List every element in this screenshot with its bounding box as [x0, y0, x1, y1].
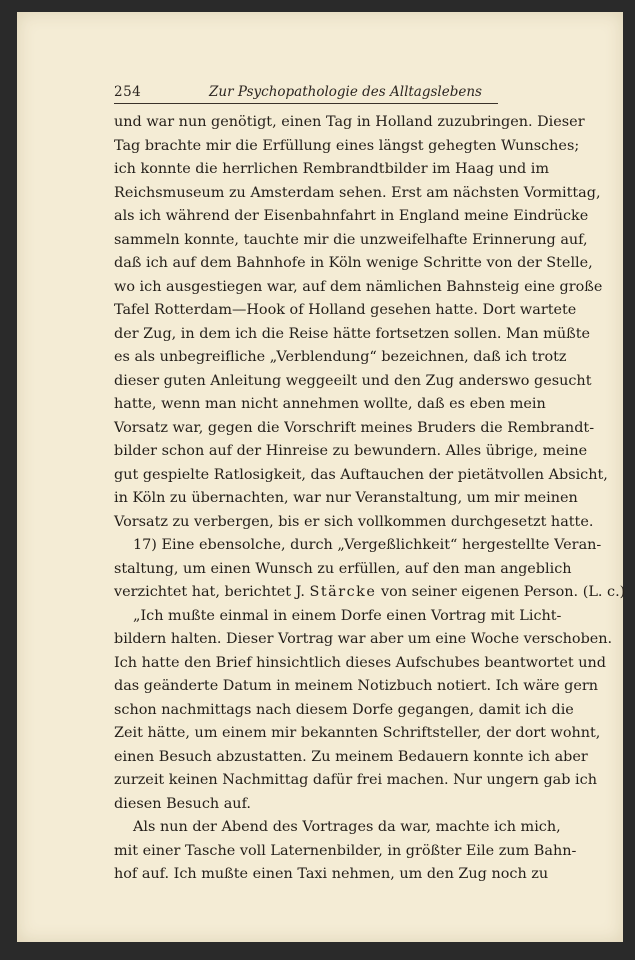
body-text [114, 111, 626, 887]
text-line: 17) Eine ebensolche, durch „Vergeßlichkeit“ hergestellte Veran- [133, 537, 602, 553]
author-name: Stärcke [309, 584, 377, 600]
text-line [114, 581, 626, 605]
text-line: Als nun der Abend des Vortrages da war, machte ich mich, [133, 819, 561, 835]
text-line: Vorsatz war, gegen die Vorschrift meines Bruders die Rembrandt- [114, 419, 595, 436]
text-line: und war nun genötigt, einen Tag in Holland zuzubringen. Dieser [114, 114, 585, 130]
text-line: das geänderte Datum in meinem Notizbuch notiert. Ich wäre gern [114, 678, 598, 694]
text-line: hof auf. Ich mußte einen Taxi nehmen, um den Zug noch zu [114, 866, 549, 882]
text-line: bilder schon auf der Hinreise zu bewundern. Alles übrige, meine [114, 443, 588, 459]
text-line: Tafel Rotterdam—Hook of Holland gesehen hatte. Dort wartete [114, 302, 577, 318]
header-rule [114, 103, 498, 104]
text-line: es als unbegreifliche „Verblendung“ bezeichnen, daß ich trotz [114, 349, 567, 365]
text-line: in Köln zu übernachten, war nur Veranstaltung, um mir meinen [114, 490, 578, 506]
text-segment: verzichtet hat, berichtet J. [114, 584, 310, 600]
text-line: Ich hatte den Brief hinsichtlich dieses Aufschubes beantwortet und [114, 654, 606, 671]
text-line: Tag brachte mir die Erfüllung eines längst gehegten Wunsches; [114, 137, 580, 154]
text-line: als ich während der Eisenbahnfahrt in England meine Eindrücke [114, 208, 589, 224]
text-line: ich konnte die herrlichen Rembrandtbilder im Haag und im [114, 161, 550, 177]
text-line: Zeit hätte, um einem mir bekannten Schriftsteller, der dort wohnt, [114, 725, 601, 741]
page-header [114, 82, 490, 102]
text-line: Vorsatz zu verbergen, bis er sich vollkommen durchgesetzt hatte. [114, 513, 594, 530]
text-line: „Ich mußte einmal in einem Dorfe einen Vortrag mit Licht- [133, 607, 562, 624]
text-line: mit einer Tasche voll Laternenbilder, in größter Eile zum Bahn- [114, 842, 577, 859]
text-line: sammeln konnte, tauchte mir die unzweifelhafte Erinnerung auf, [114, 231, 588, 248]
text-line: schon nachmittags nach diesem Dorfe gegangen, damit ich die [114, 701, 574, 718]
page-number: 254 [114, 84, 142, 100]
text-line: daß ich auf dem Bahnhofe in Köln wenige Schritte von der Stelle, [114, 255, 593, 271]
text-segment: von seiner eigenen Person. (L. c.) [376, 584, 626, 600]
text-line: Reichsmuseum zu Amsterdam sehen. Erst am nächsten Vormittag, [114, 184, 601, 201]
running-title: Zur Psychopathologie des Alltagslebens [209, 84, 482, 100]
text-line: einen Besuch abzustatten. Zu meinem Bedauern konnte ich aber [114, 748, 588, 765]
text-line: wo ich ausgestiegen war, auf dem nämlichen Bahnsteig eine große [114, 278, 603, 295]
text-line: gut gespielte Ratlosigkeit, das Auftauchen der pietätvollen Absicht, [114, 466, 608, 483]
text-line: dieser guten Anleitung weggeeilt und den Zug anderswo gesucht [114, 372, 592, 389]
text-line: bildern halten. Dieser Vortrag war aber um eine Woche verschoben. [114, 631, 613, 647]
text-line: hatte, wenn man nicht annehmen wollte, daß es eben mein [114, 396, 546, 412]
text-line: staltung, um einen Wunsch zu erfüllen, auf den man angeblich [114, 560, 572, 577]
text-line: zurzeit keinen Nachmittag dafür frei machen. Nur ungern gab ich [114, 772, 597, 788]
text-line: der Zug, in dem ich die Reise hätte fortsetzen sollen. Man müßte [114, 325, 590, 342]
text-line: diesen Besuch auf. [114, 795, 251, 812]
